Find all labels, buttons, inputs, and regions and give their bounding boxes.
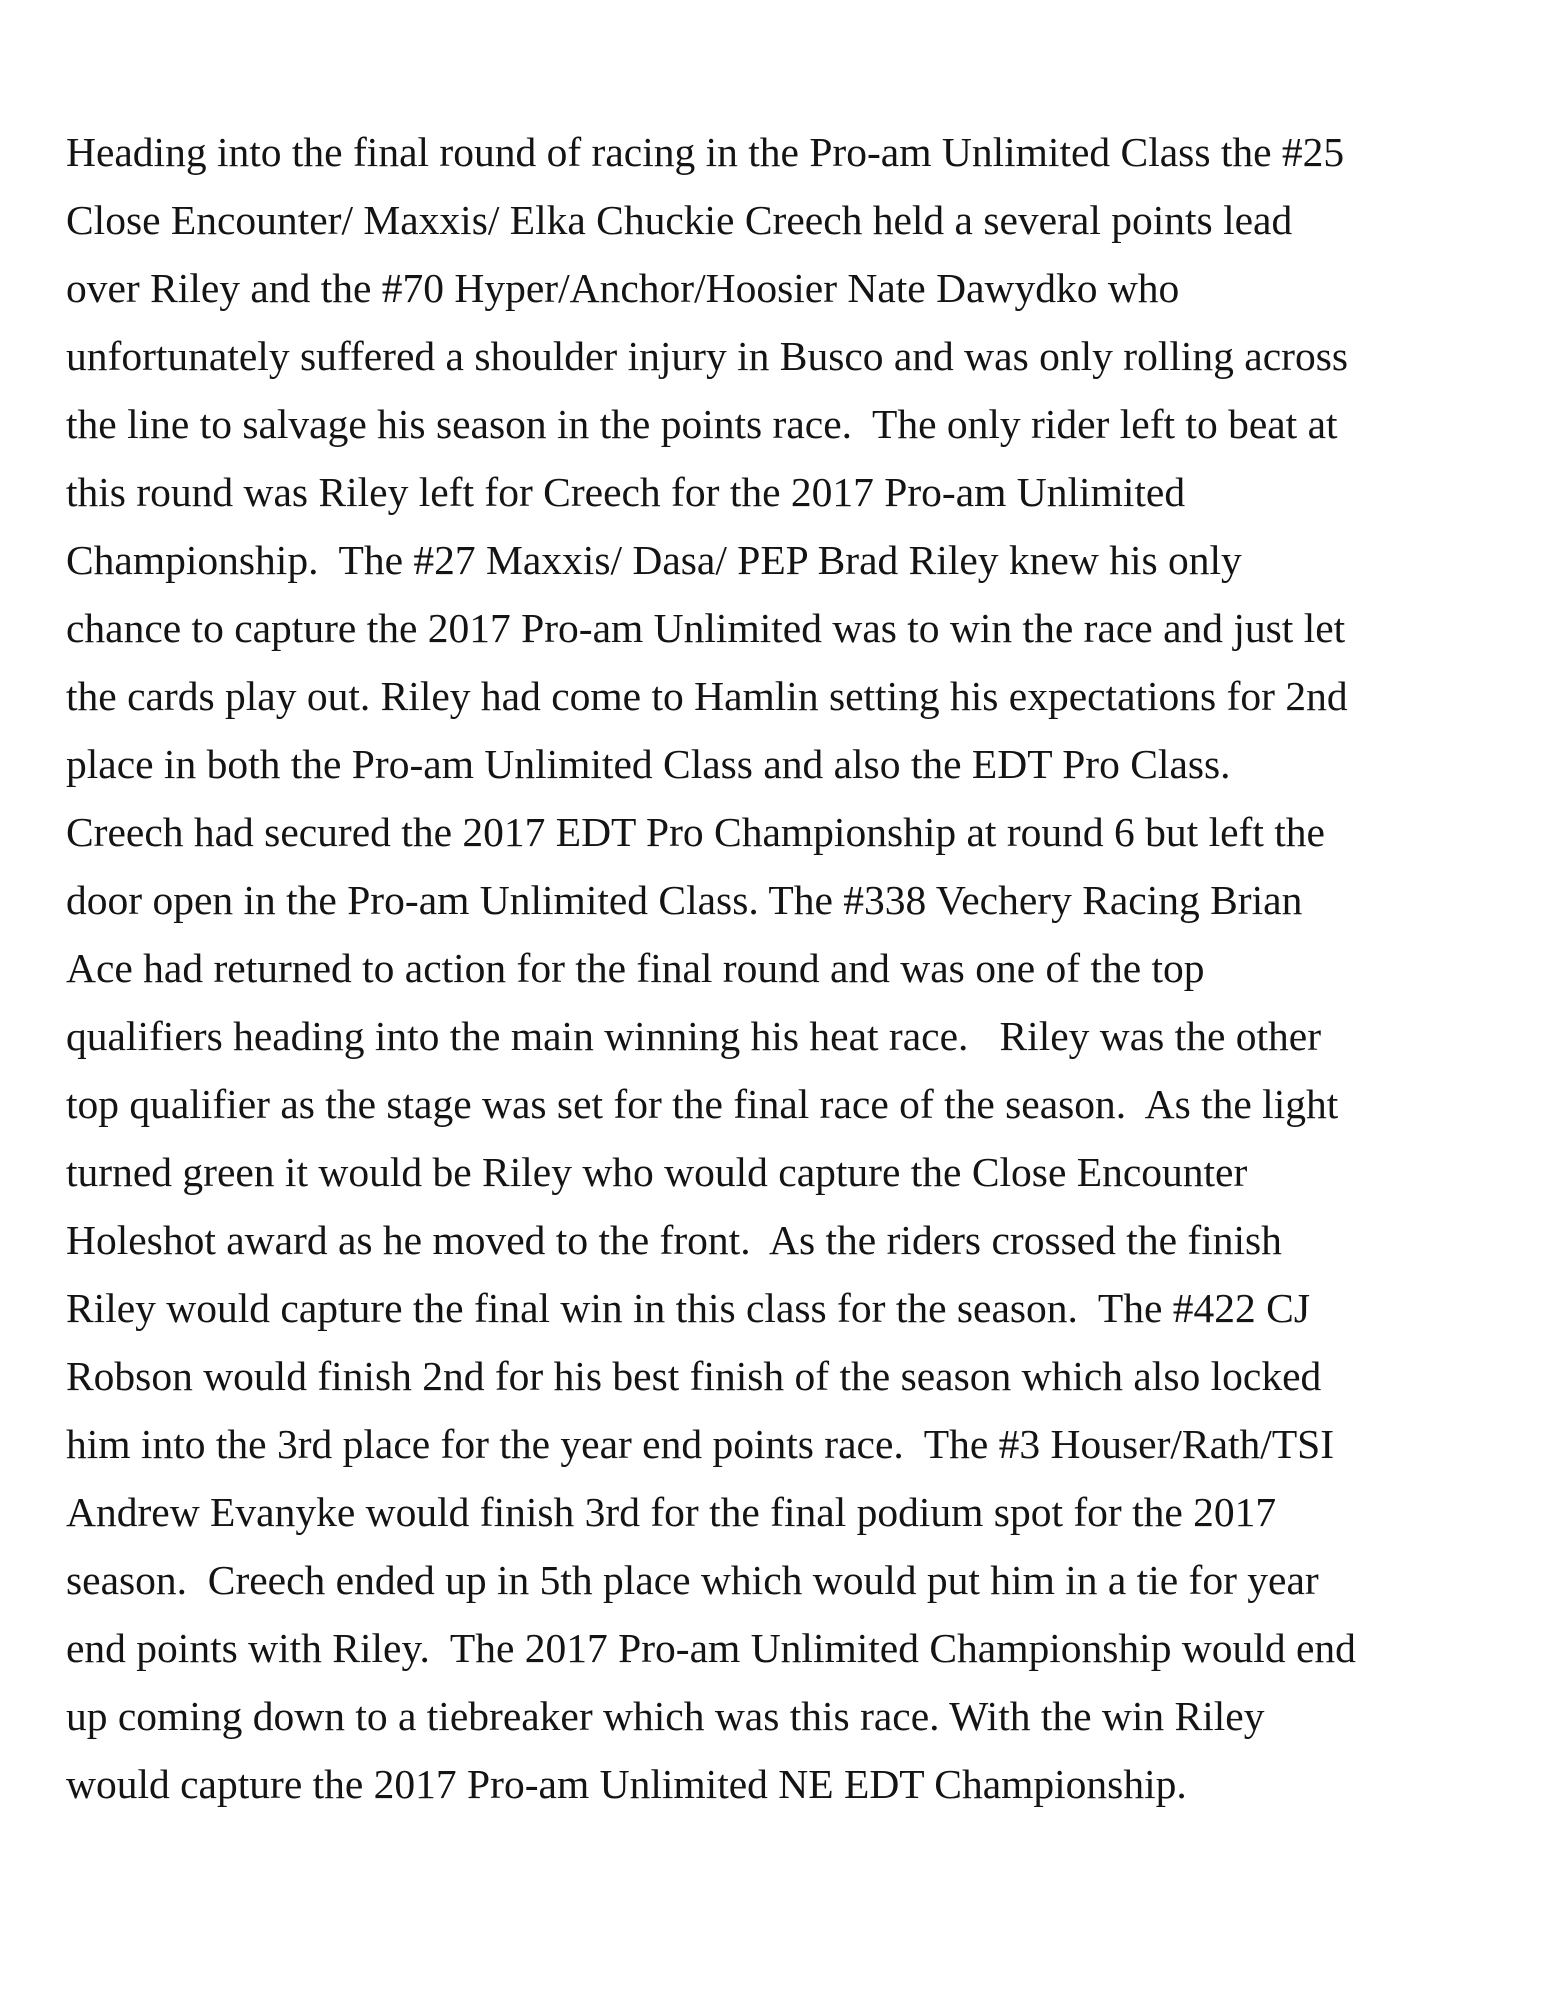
paragraph-line: door open in the Pro-am Unlimited Class. The #338 Vechery Racing Brian <box>66 877 1303 923</box>
paragraph-line: would capture the 2017 Pro-am Unlimited NE EDT Championship. <box>66 1761 1187 1807</box>
paragraph-line: Robson would finish 2nd for his best finish of the season which also locked <box>66 1353 1322 1399</box>
paragraph-line: Andrew Evanyke would finish 3rd for the final podium spot for the 2017 <box>66 1489 1277 1535</box>
paragraph-line: the cards play out. Riley had come to Hamlin setting his expectations for 2nd <box>66 673 1348 719</box>
paragraph-line: place in both the Pro-am Unlimited Class and also the EDT Pro Class. <box>66 741 1231 787</box>
paragraph-line: up coming down to a tiebreaker which was this race. With the win Riley <box>66 1693 1265 1739</box>
paragraph-line: Creech had secured the 2017 EDT Pro Championship at round 6 but left the <box>66 809 1325 855</box>
paragraph-line: season. Creech ended up in 5th place which would put him in a tie for year <box>66 1557 1319 1603</box>
paragraph-line: turned green it would be Riley who would capture the Close Encounter <box>66 1149 1248 1195</box>
paragraph-line: top qualifier as the stage was set for the final race of the season. As the light <box>66 1081 1339 1127</box>
paragraph-line: him into the 3rd place for the year end points race. The #3 Houser/Rath/TSI <box>66 1421 1335 1467</box>
paragraph-line: Close Encounter/ Maxxis/ Elka Chuckie Creech held a several points lead <box>66 197 1293 243</box>
paragraph-line: chance to capture the 2017 Pro-am Unlimited was to win the race and just let <box>66 605 1346 651</box>
paragraph-line: Championship. The #27 Maxxis/ Dasa/ PEP Brad Riley knew his only <box>66 537 1242 583</box>
paragraph-line: Riley would capture the final win in this class for the season. The #422 CJ <box>66 1285 1311 1331</box>
paragraph-line: this round was Riley left for Creech for the 2017 Pro-am Unlimited <box>66 469 1186 515</box>
paragraph-line: Ace had returned to action for the final round and was one of the top <box>66 945 1205 991</box>
paragraph-line: unfortunately suffered a shoulder injury in Busco and was only rolling across <box>66 333 1349 379</box>
paragraph-line: over Riley and the #70 Hyper/Anchor/Hoosier Nate Dawydko who <box>66 265 1180 311</box>
paragraph-line: end points with Riley. The 2017 Pro-am Unlimited Championship would end <box>66 1625 1356 1671</box>
paragraph-line: Heading into the final round of racing in the Pro-am Unlimited Class the #25 <box>66 129 1345 175</box>
article-paragraph <box>66 118 1526 1818</box>
paragraph-line: qualifiers heading into the main winning his heat race. Riley was the other <box>66 1013 1322 1059</box>
paragraph-line: the line to salvage his season in the points race. The only rider left to beat at <box>66 401 1338 447</box>
paragraph-line: Holeshot award as he moved to the front. As the riders crossed the finish <box>66 1217 1282 1263</box>
